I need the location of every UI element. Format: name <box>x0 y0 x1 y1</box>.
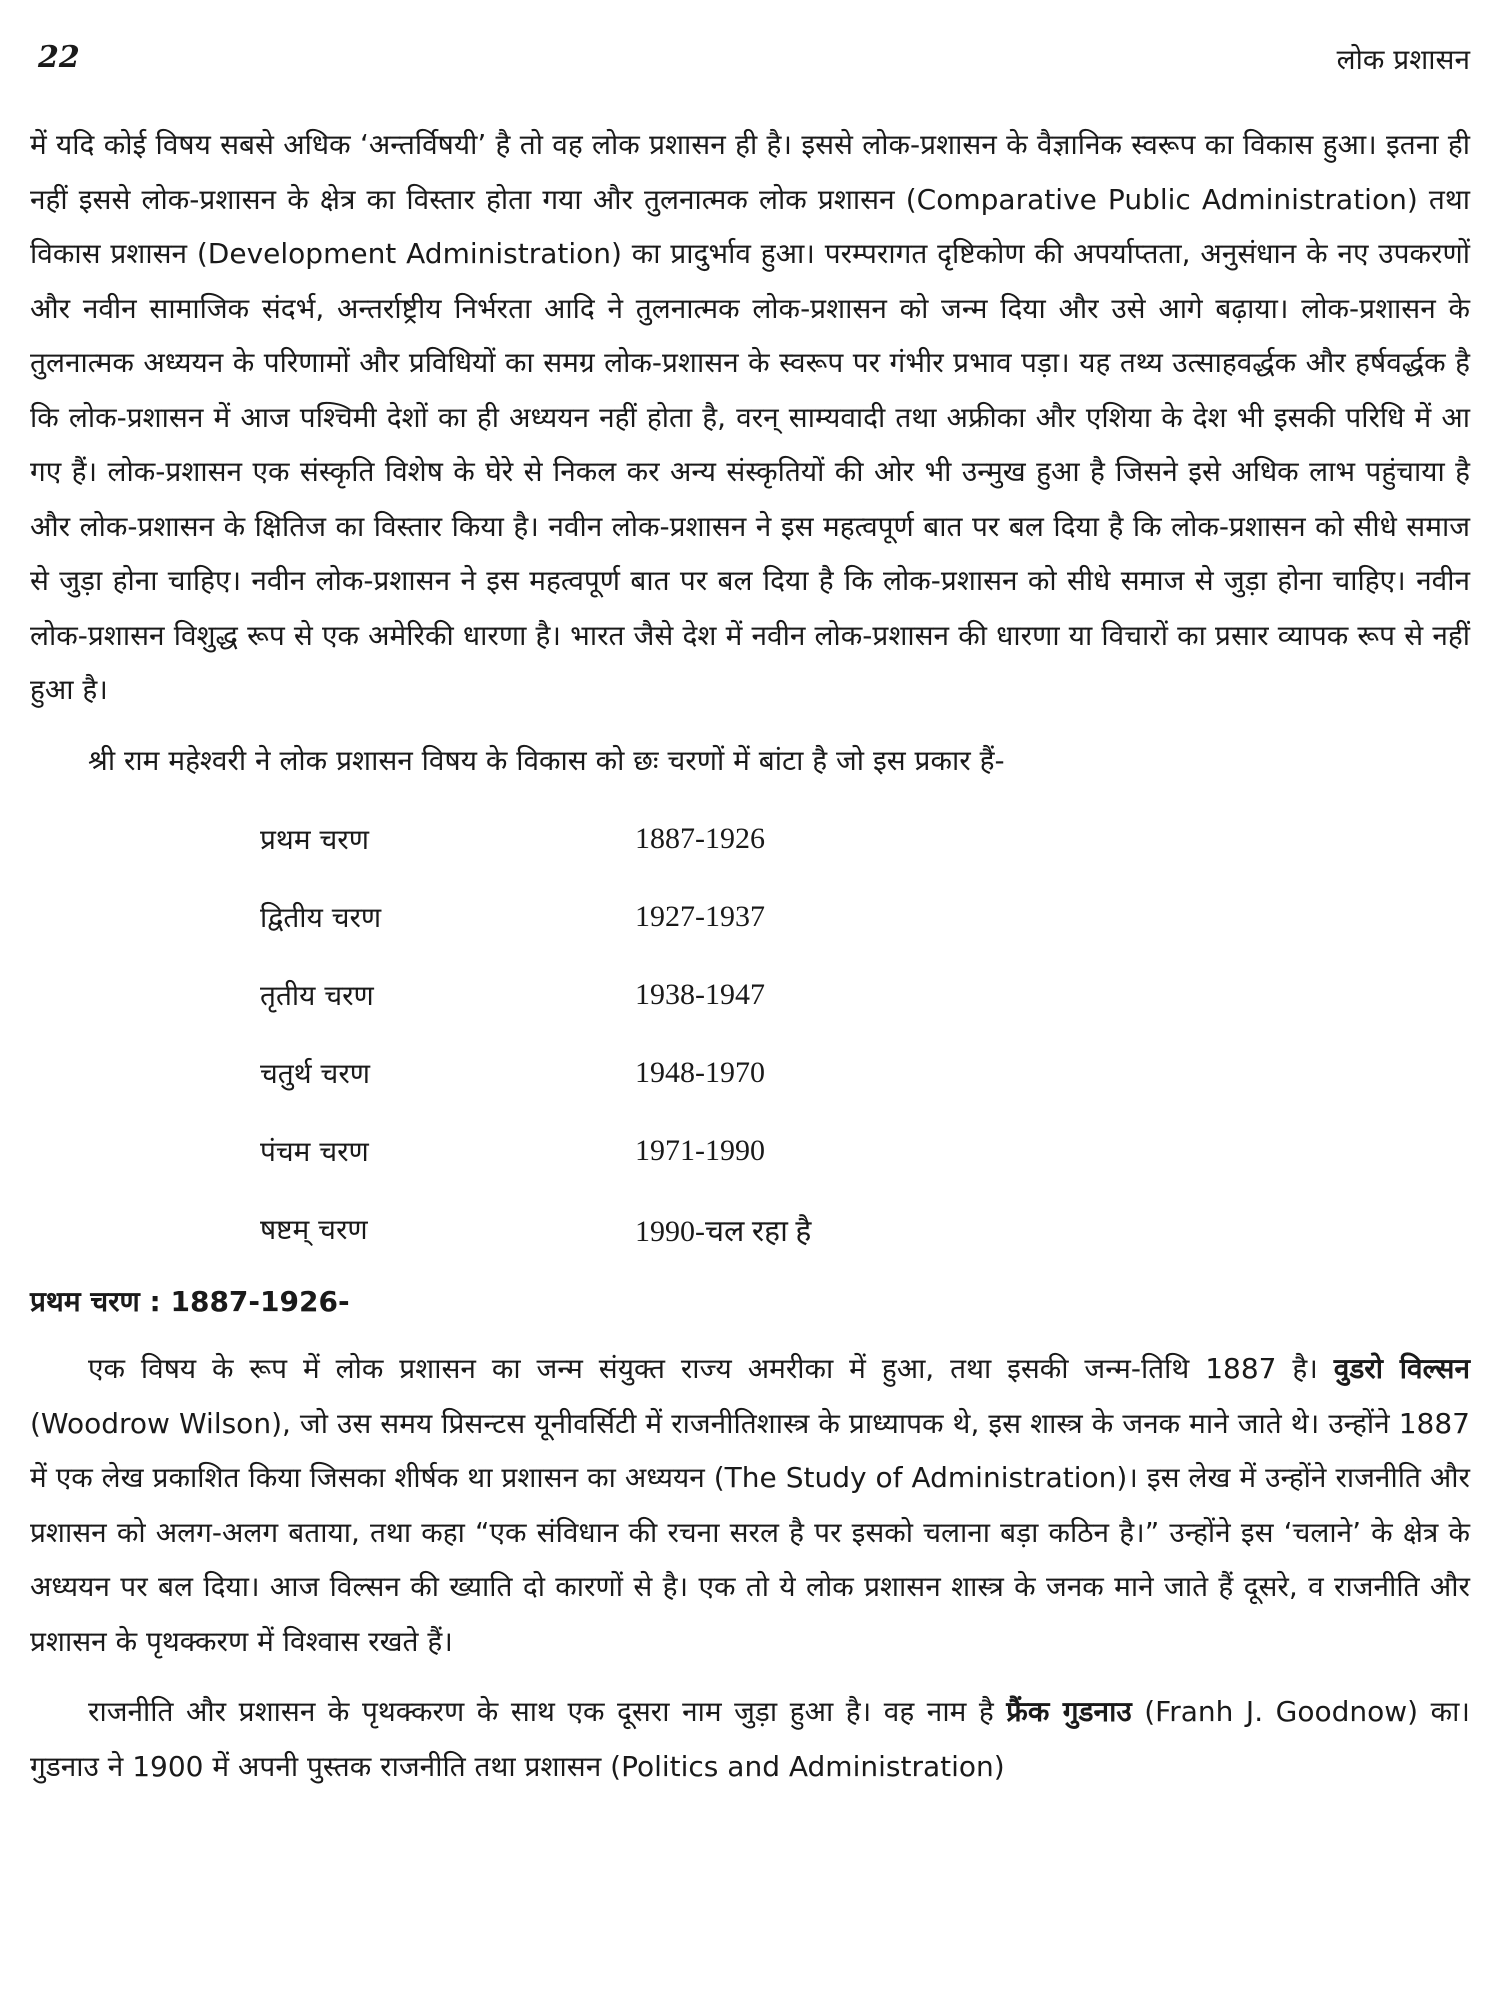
paragraph-3-text-a: एक विषय के रूप में लोक प्रशासन का जन्म संयुक्त राज्य अमरीका में हुआ, तथा इसकी जन्म-तिथि 1887 है। <box>88 1352 1334 1385</box>
paragraph-4 <box>30 1685 1470 1794</box>
section-heading: प्रथम चरण : 1887-1926- <box>30 1285 350 1318</box>
page-number: 22 <box>38 40 80 75</box>
bold-name-frank-goodnow: फ्रैंक गुडनाउ <box>1006 1695 1132 1728</box>
stage-row <box>260 956 1470 1034</box>
document-page <box>30 0 1470 2000</box>
stage-name: द्वितीय चरण <box>260 901 382 934</box>
stage-row <box>260 878 1470 956</box>
running-head: लोक प्रशासन <box>1336 43 1470 76</box>
stage-row <box>260 1112 1470 1190</box>
stage-years: 1990-चल रहा है <box>635 1214 812 1248</box>
body-text <box>30 118 1470 1794</box>
stage-years: 1887-1926 <box>635 822 765 855</box>
paragraph-3 <box>30 1342 1470 1669</box>
stage-name: षष्टम् चरण <box>260 1213 368 1246</box>
paragraph-2: श्री राम महेश्वरी ने लोक प्रशासन विषय के विकास को छः चरणों में बांटा है जो इस प्रकार हैं- <box>88 743 1005 777</box>
stage-name: प्रथम चरण <box>260 823 369 856</box>
stage-name: तृतीय चरण <box>260 979 374 1012</box>
stage-name: पंचम चरण <box>260 1135 369 1168</box>
stage-row <box>260 1034 1470 1112</box>
stage-years: 1971-1990 <box>635 1134 765 1167</box>
page-header <box>38 40 1470 80</box>
paragraph-4-text-a: राजनीति और प्रशासन के पृथक्करण के साथ एक दूसरा नाम जुड़ा हुआ है। वह नाम है <box>88 1695 1007 1728</box>
stage-years: 1938-1947 <box>635 978 765 1011</box>
paragraph-1: में यदि कोई विषय सबसे अधिक ‘अन्तर्विषयी’ है तो वह लोक प्रशासन ही है। इससे लोक-प्रशासन के वैज्ञानिक स्वरूप का विकास हुआ। इतना ही नहीं इससे लोक-प्रशासन के क्षेत्र का विस्तार होता गया और तुलनात्मक लोक प्रशासन (Comparative Public Administration) तथा विकास प्रशासन (Development Administration) का प्रादुर्भाव हुआ। परम्परागत दृष्टिकोण की अपर्याप्तता, अनुसंधान के नए उपकरणों और नवीन सामाजिक संदर्भ, अन्तर्राष्ट्रीय निर्भरता आदि ने तुलनात्मक लोक-प्रशासन को जन्म दिया और उसे आगे बढ़ाया। लोक-प्रशासन के तुलनात्मक अध्ययन के परिणामों और प्रविधियों का समग्र लोक-प्रशासन के स्वरूप पर गंभीर प्रभाव पड़ा। यह तथ्य उत्साहवर्द्धक और हर्षवर्द्धक है कि लोक-प्रशासन में आज पश्चिमी देशों का ही अध्ययन नहीं होता है, वरन् साम्यवादी तथा अफ्रीका और एशिया के देश भी इसकी परिधि में आ गए हैं। लोक-प्रशासन एक संस्कृति विशेष के घेरे से निकल कर अन्य संस्कृतियों की ओर भी उन्मुख हुआ है जिसने इसे अधिक लाभ पहुंचाया है और लोक-प्रशासन के क्षितिज का विस्तार किया है। नवीन लोक-प्रशासन ने इस महत्वपूर्ण बात पर बल दिया है कि लोक-प्रशासन को सीधे समाज से जुड़ा होना चाहिए। नवीन लोक-प्रशासन ने इस महत्वपूर्ण बात पर बल दिया है कि लोक-प्रशासन को सीधे समाज से जुड़ा होना चाहिए। नवीन लोक-प्रशासन विशुद्ध रूप से एक अमेरिकी धारणा है। भारत जैसे देश में नवीन लोक-प्रशासन की धारणा या विचारों का प्रसार व्यापक रूप से नहीं हुआ है। <box>30 128 1470 706</box>
bold-name-woodrow-wilson: वुडरो विल्सन <box>1333 1352 1470 1385</box>
stage-row <box>260 800 1470 878</box>
stage-row <box>260 1190 1470 1268</box>
paragraph-3-text-b: (Woodrow Wilson), जो उस समय प्रिसन्टस यूनीवर्सिटी में राजनीतिशास्त्र के प्राध्यापक थे, इस शास्त्र के जनक माने जाते थे। उन्होंने 1887 में एक लेख प्रकाशित किया जिसका शीर्षक था प्रशासन का अध्ययन (The Study of Administration)। इस लेख में उन्होंने राजनीति और प्रशासन को अलग-अलग बताया, तथा कहा “एक संविधान की रचना सरल है पर इसको चलाना बड़ा कठिन है।” उन्होंने इस ‘चलाने’ के क्षेत्र के अध्ययन पर बल दिया। आज विल्सन की ख्याति दो कारणों से है। एक तो ये लोक प्रशासन शास्त्र के जनक माने जाते हैं दूसरे, व राजनीति और प्रशासन के पृथक्करण में विश्वास रखते हैं। <box>30 1406 1470 1658</box>
paragraph-4-text-b: (Franh J. Goodnow) का। गुडनाउ ने 1900 में अपनी पुस्तक राजनीति तथा प्रशासन (Politics and Administration) <box>30 1695 1470 1783</box>
stage-years: 1948-1970 <box>635 1056 765 1089</box>
stage-name: चतुर्थ चरण <box>260 1057 371 1090</box>
stage-years: 1927-1937 <box>635 900 765 933</box>
stages-list <box>260 800 1470 1268</box>
